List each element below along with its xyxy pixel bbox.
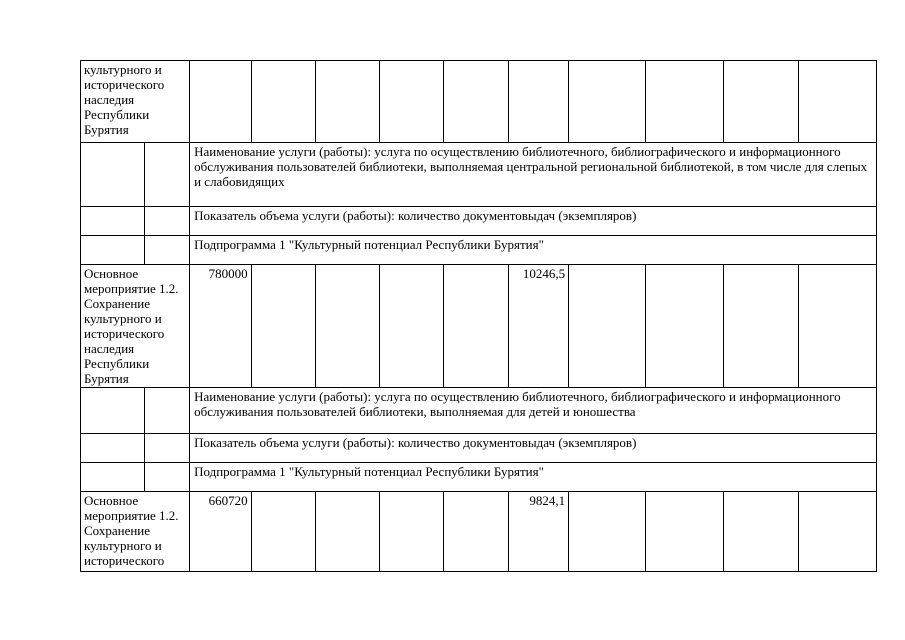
- table-row: [81, 463, 877, 492]
- table-row: [81, 143, 877, 207]
- table-row: [81, 236, 877, 265]
- empty-cell: [81, 236, 145, 265]
- empty-cell: [144, 236, 189, 265]
- empty-cell: [316, 61, 380, 143]
- value-cell: 660720: [190, 492, 252, 572]
- empty-cell: [723, 492, 799, 572]
- empty-cell: [799, 61, 877, 143]
- empty-cell: [443, 265, 508, 388]
- table-row: [81, 388, 877, 434]
- empty-cell: [645, 265, 723, 388]
- empty-cell: [144, 434, 189, 463]
- empty-cell: [443, 61, 508, 143]
- empty-cell: [799, 492, 877, 572]
- row-label-cell: Основное мероприятие 1.2. Сохранение культурного и исторического: [81, 492, 190, 572]
- table-row: [81, 61, 877, 143]
- empty-cell: [144, 143, 189, 207]
- empty-cell: [144, 207, 189, 236]
- empty-cell: [81, 388, 145, 434]
- empty-cell: [251, 492, 316, 572]
- value-cell: [508, 61, 568, 143]
- value-cell: [190, 61, 252, 143]
- empty-cell: [799, 265, 877, 388]
- empty-cell: [723, 61, 799, 143]
- empty-cell: [316, 265, 380, 388]
- table-row: [81, 207, 877, 236]
- row-label-cell: Основное мероприятие 1.2. Сохранение культурного и исторического наследия Республики Бурятия: [81, 265, 190, 388]
- empty-cell: [316, 492, 380, 572]
- empty-cell: [251, 61, 316, 143]
- indicator-cell: Показатель объема услуги (работы): количество документовыдач (экземпляров): [190, 207, 877, 236]
- budget-table: [80, 60, 877, 572]
- value-cell: 9824,1: [508, 492, 568, 572]
- service-name-cell: Наименование услуги (работы): услуга по осуществлению библиотечного, библиографического и информационного обслуживания пользователей библиотеки, выполняемая для детей и юношества: [190, 388, 877, 434]
- table-row: [81, 434, 877, 463]
- empty-cell: [569, 61, 646, 143]
- empty-cell: [81, 143, 145, 207]
- table-row: [81, 265, 877, 388]
- empty-cell: [645, 492, 723, 572]
- empty-cell: [569, 492, 646, 572]
- table-row: [81, 492, 877, 572]
- indicator-cell: Показатель объема услуги (работы): количество документовыдач (экземпляров): [190, 434, 877, 463]
- empty-cell: [380, 265, 444, 388]
- value-cell: 10246,5: [508, 265, 568, 388]
- row-label-cell: культурного и исторического наследия Республики Бурятия: [81, 61, 190, 143]
- empty-cell: [144, 463, 189, 492]
- subprogram-cell: Подпрограмма 1 "Культурный потенциал Республики Бурятия": [190, 236, 877, 265]
- empty-cell: [144, 388, 189, 434]
- subprogram-cell: Подпрограмма 1 "Культурный потенциал Республики Бурятия": [190, 463, 877, 492]
- empty-cell: [569, 265, 646, 388]
- empty-cell: [443, 492, 508, 572]
- empty-cell: [380, 492, 444, 572]
- empty-cell: [380, 61, 444, 143]
- empty-cell: [81, 434, 145, 463]
- service-name-cell: Наименование услуги (работы): услуга по осуществлению библиотечного, библиографического и информационного обслуживания пользователей библиотеки, выполняемая центральной региональной библиотекой, в том числе для слепых и слабовидящих: [190, 143, 877, 207]
- empty-cell: [81, 207, 145, 236]
- empty-cell: [81, 463, 145, 492]
- value-cell: 780000: [190, 265, 252, 388]
- empty-cell: [645, 61, 723, 143]
- empty-cell: [723, 265, 799, 388]
- empty-cell: [251, 265, 316, 388]
